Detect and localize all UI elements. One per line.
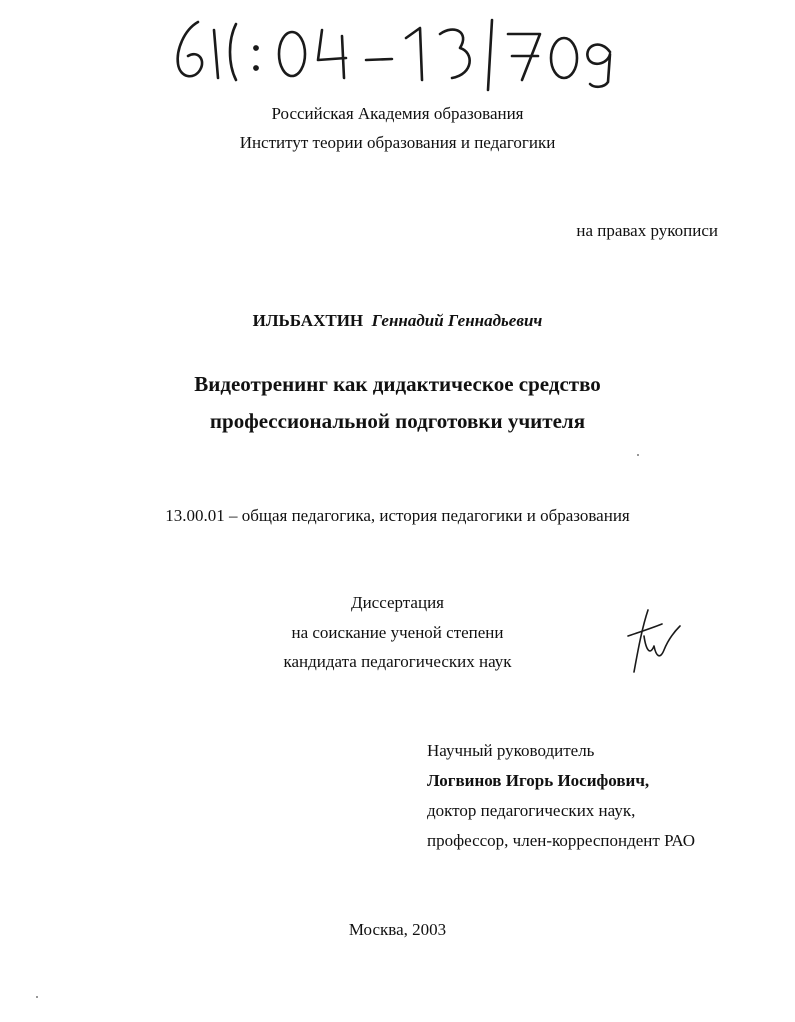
- scan-speck: [36, 996, 38, 998]
- handwritten-signature: [622, 606, 692, 676]
- academy-name: Российская Академия образования: [271, 104, 524, 123]
- supervisor-name: Логвинов Игорь Иосифович,: [427, 771, 650, 790]
- institute-name: Институт теории образования и педагогики: [239, 133, 556, 152]
- manuscript-rights-note: на правах рукописи: [576, 221, 718, 240]
- author-surname: ИЛЬБАХТИН: [252, 311, 364, 330]
- handwritten-archive-code: [170, 12, 640, 92]
- scan-speck: [637, 454, 639, 456]
- author-name: [0, 311, 795, 331]
- dissertation-title-line1: Видеотренинг как дидактическое средство: [194, 372, 601, 396]
- supervisor-degree: доктор педагогических наук,: [427, 801, 636, 820]
- supervisor-label: Научный руководитель: [427, 741, 595, 760]
- dissertation-title-line2: профессиональной подготовки учителя: [209, 409, 586, 433]
- author-given-names: Геннадий Геннадьевич: [371, 311, 543, 330]
- dissertation-purpose: на соискание ученой степени: [291, 623, 504, 642]
- specialty-code: 13.00.01 – общая педагогика, история педагогики и образования: [165, 506, 630, 525]
- dissertation-type: Диссертация: [350, 593, 444, 612]
- place-and-year: Москва, 2003: [348, 920, 447, 939]
- dissertation-degree: кандидата педагогических наук: [283, 652, 512, 671]
- supervisor-position: профессор, член-корреспондент РАО: [427, 831, 696, 850]
